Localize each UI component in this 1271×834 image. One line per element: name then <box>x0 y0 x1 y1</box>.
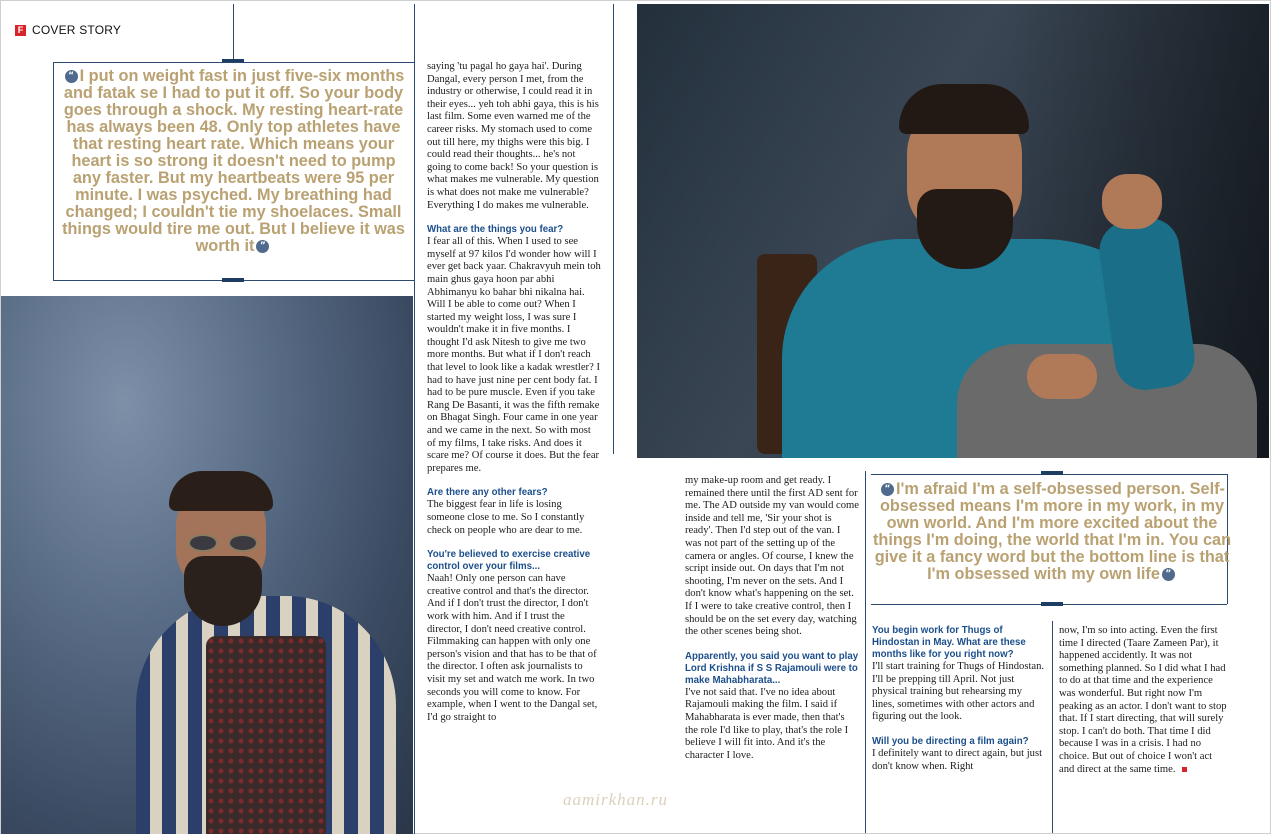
interview-question: You're believed to exercise creative control over your films... <box>427 549 591 573</box>
photo-glasses-shape <box>184 534 264 552</box>
section-header <box>15 23 121 37</box>
column-divider <box>414 4 415 834</box>
article-column-2 <box>685 475 859 774</box>
interview-answer: I definitely want to direct again, but just don't know when. Right <box>872 747 1043 772</box>
pull-quote-text: I'm afraid I'm a self-obsessed person. Self-obsessed means I'm more in my work, in my own world. And I'm more excited about the things I'm doing, the world that I'm in. You can give it a fancy word but the bottom line is that I'm obsessed with my own life <box>872 480 1232 583</box>
interview-question: Will you be directing a film again? <box>872 735 1029 747</box>
quote-open-icon: “ <box>65 70 78 83</box>
interview-answer: I fear all of this. When I used to see myself at 97 kilos I'd wonder how will I ever get back yaar. Chakravyuh mein toh main ghus gaya hoon par abhi Abhimanyu ko bahar bhi nikalna hai. Will I be able to come out? When I started my weight loss, I was sure I wouldn't make it in five months. I thought I'd ask Nitesh to give me two more months. But what if I don't reach that level to look like a kadak wrestler? I had to have just nine per cent body fat. I had to be pure muscle. Even if you take Rang De Basanti, it was the fifth remake on Bhagat Singh. Four came in one year and we came in the next. So with most of my films, I take risks. And does it scare me? Of course it does. But the fear prepares me. <box>427 236 601 474</box>
column-divider <box>865 471 866 833</box>
article-paragraph-text: now, I'm so into acting. Even the first time I directed (Taare Zameen Par), it happened accidently. It was not something planned. So I did what I had to do at that time and the experience was wonderful. But right now I'm peaking as an actor. I don't want to stop that. If I start directing, that will surely stop. I can't do both. That time I did because I was in a crisis. I had no choice. But out of choice I won't act and direct at the same time. <box>1059 625 1227 775</box>
interview-question: Apparently, you said you want to play Lord Krishna if S S Rajamouli were to make Mahabharata... <box>685 650 859 686</box>
pull-quote-weight <box>56 68 411 255</box>
portrait-photo-teal-kurta <box>637 4 1269 458</box>
photo-fist-shape <box>1102 174 1162 229</box>
article-paragraph: saying 'tu pagal ho gaya hai'. During Dangal, every person I met, from the industry or otherwise, I could read it in their eyes... yeh toh abhi gaya, this is his last film. Some even warned me of the career risks. My stomach used to come out till here, my thighs were this big. I could read their thoughts... he's not going to come back! So your question is what makes me vulnerable. My question is what does not make me vulnerable? Everything I do makes me vulnerable. <box>427 61 599 211</box>
interview-answer: The biggest fear in life is losing someone close to me. So I constantly check on people who are dear to me. <box>427 499 585 536</box>
quote-close-icon: ” <box>1162 568 1175 581</box>
column-divider <box>613 4 614 454</box>
interview-question: You begin work for Thugs of Hindostan in May. What are these months like for you right now? <box>872 625 1026 660</box>
watermark: aamirkhan.ru <box>563 790 669 809</box>
portrait-photo-striped-jacket <box>1 296 413 834</box>
rule-tick <box>222 278 244 282</box>
article-paragraph: my make-up room and get ready. I remained there until the first AD sent for me. The AD outside my van would come inside and tell me, 'Sir your shot is ready'. Then I'd step out of the van. I was not part of the setting up of the camera or angles. Of course, I knew the script inside out. On days that I'm not shooting, I'm never on the sets. And I don't know what's happening on the set. If I were to take creative control, then I should be on the set every day, watching the other scenes being shot. <box>685 475 859 638</box>
end-mark-icon <box>1182 767 1187 772</box>
header-vertical-rule <box>233 4 234 61</box>
quote-open-icon: “ <box>881 483 894 496</box>
article-column-1 <box>427 61 601 736</box>
interview-answer: Naah! Only one person can have creative control and that's the director. And if I don't trust the director, I don't work with him. And if I trust the director, I don't need creative control. Filmmaking can happen with only one person's vision and that has to be that of the director. I often ask journalists to visit my set and watch me work. In two seconds you will come to know. For example, when I went to the Dangal set, I'd go straight to <box>427 573 598 723</box>
interview-question: What are the things you fear? <box>427 224 564 236</box>
article-column-3 <box>872 625 1046 785</box>
column-divider <box>1052 621 1053 833</box>
pullquote-left-rule <box>53 62 54 280</box>
pull-quote-self-obsessed <box>872 481 1232 583</box>
section-label: COVER STORY <box>32 23 122 37</box>
photo-hair-shape <box>169 471 273 511</box>
quote-close-icon: ” <box>256 240 269 253</box>
rule-tick <box>1041 471 1063 475</box>
photo-beard-shape <box>917 189 1013 269</box>
pull-quote-text: I put on weight fast in just five-six months and fatak se I had to put it off. So your body goes through a shock. My resting heart-rate has always been 48. Only top athletes have that resting heart rate. Which means your heart is so strong it doesn't need to pump any faster. But my heartbeats were 95 per minute. I was psyched. My breathing had changed; I couldn't tie my shoelaces. Small things would tire me out. But I believe it was worth it <box>62 67 405 255</box>
interview-question: Are there any other fears? <box>427 487 548 499</box>
article-column-4 <box>1059 625 1227 788</box>
article-paragraph <box>1059 625 1227 776</box>
photo-vest-shape <box>206 636 326 834</box>
magazine-logo-icon: F <box>15 25 26 36</box>
photo-hair-shape <box>899 84 1029 134</box>
interview-answer: I've not said that. I've no idea about Rajamouli making the film. I said if Mahabharata is ever made, then that's the role I'd like to play, that's the role I believe I will fit into. And it's the character I love. <box>685 686 849 761</box>
photo-trousers-shape <box>957 344 1257 458</box>
photo-hand-shape <box>1027 354 1097 399</box>
rule-tick <box>1041 602 1063 606</box>
interview-answer: I'll start training for Thugs of Hindostan. I'll be prepping till April. Not just physical training but rehearsing my lines, sometimes with other actors and figuring out the look. <box>872 661 1045 723</box>
pullquote-top-rule <box>53 62 415 63</box>
